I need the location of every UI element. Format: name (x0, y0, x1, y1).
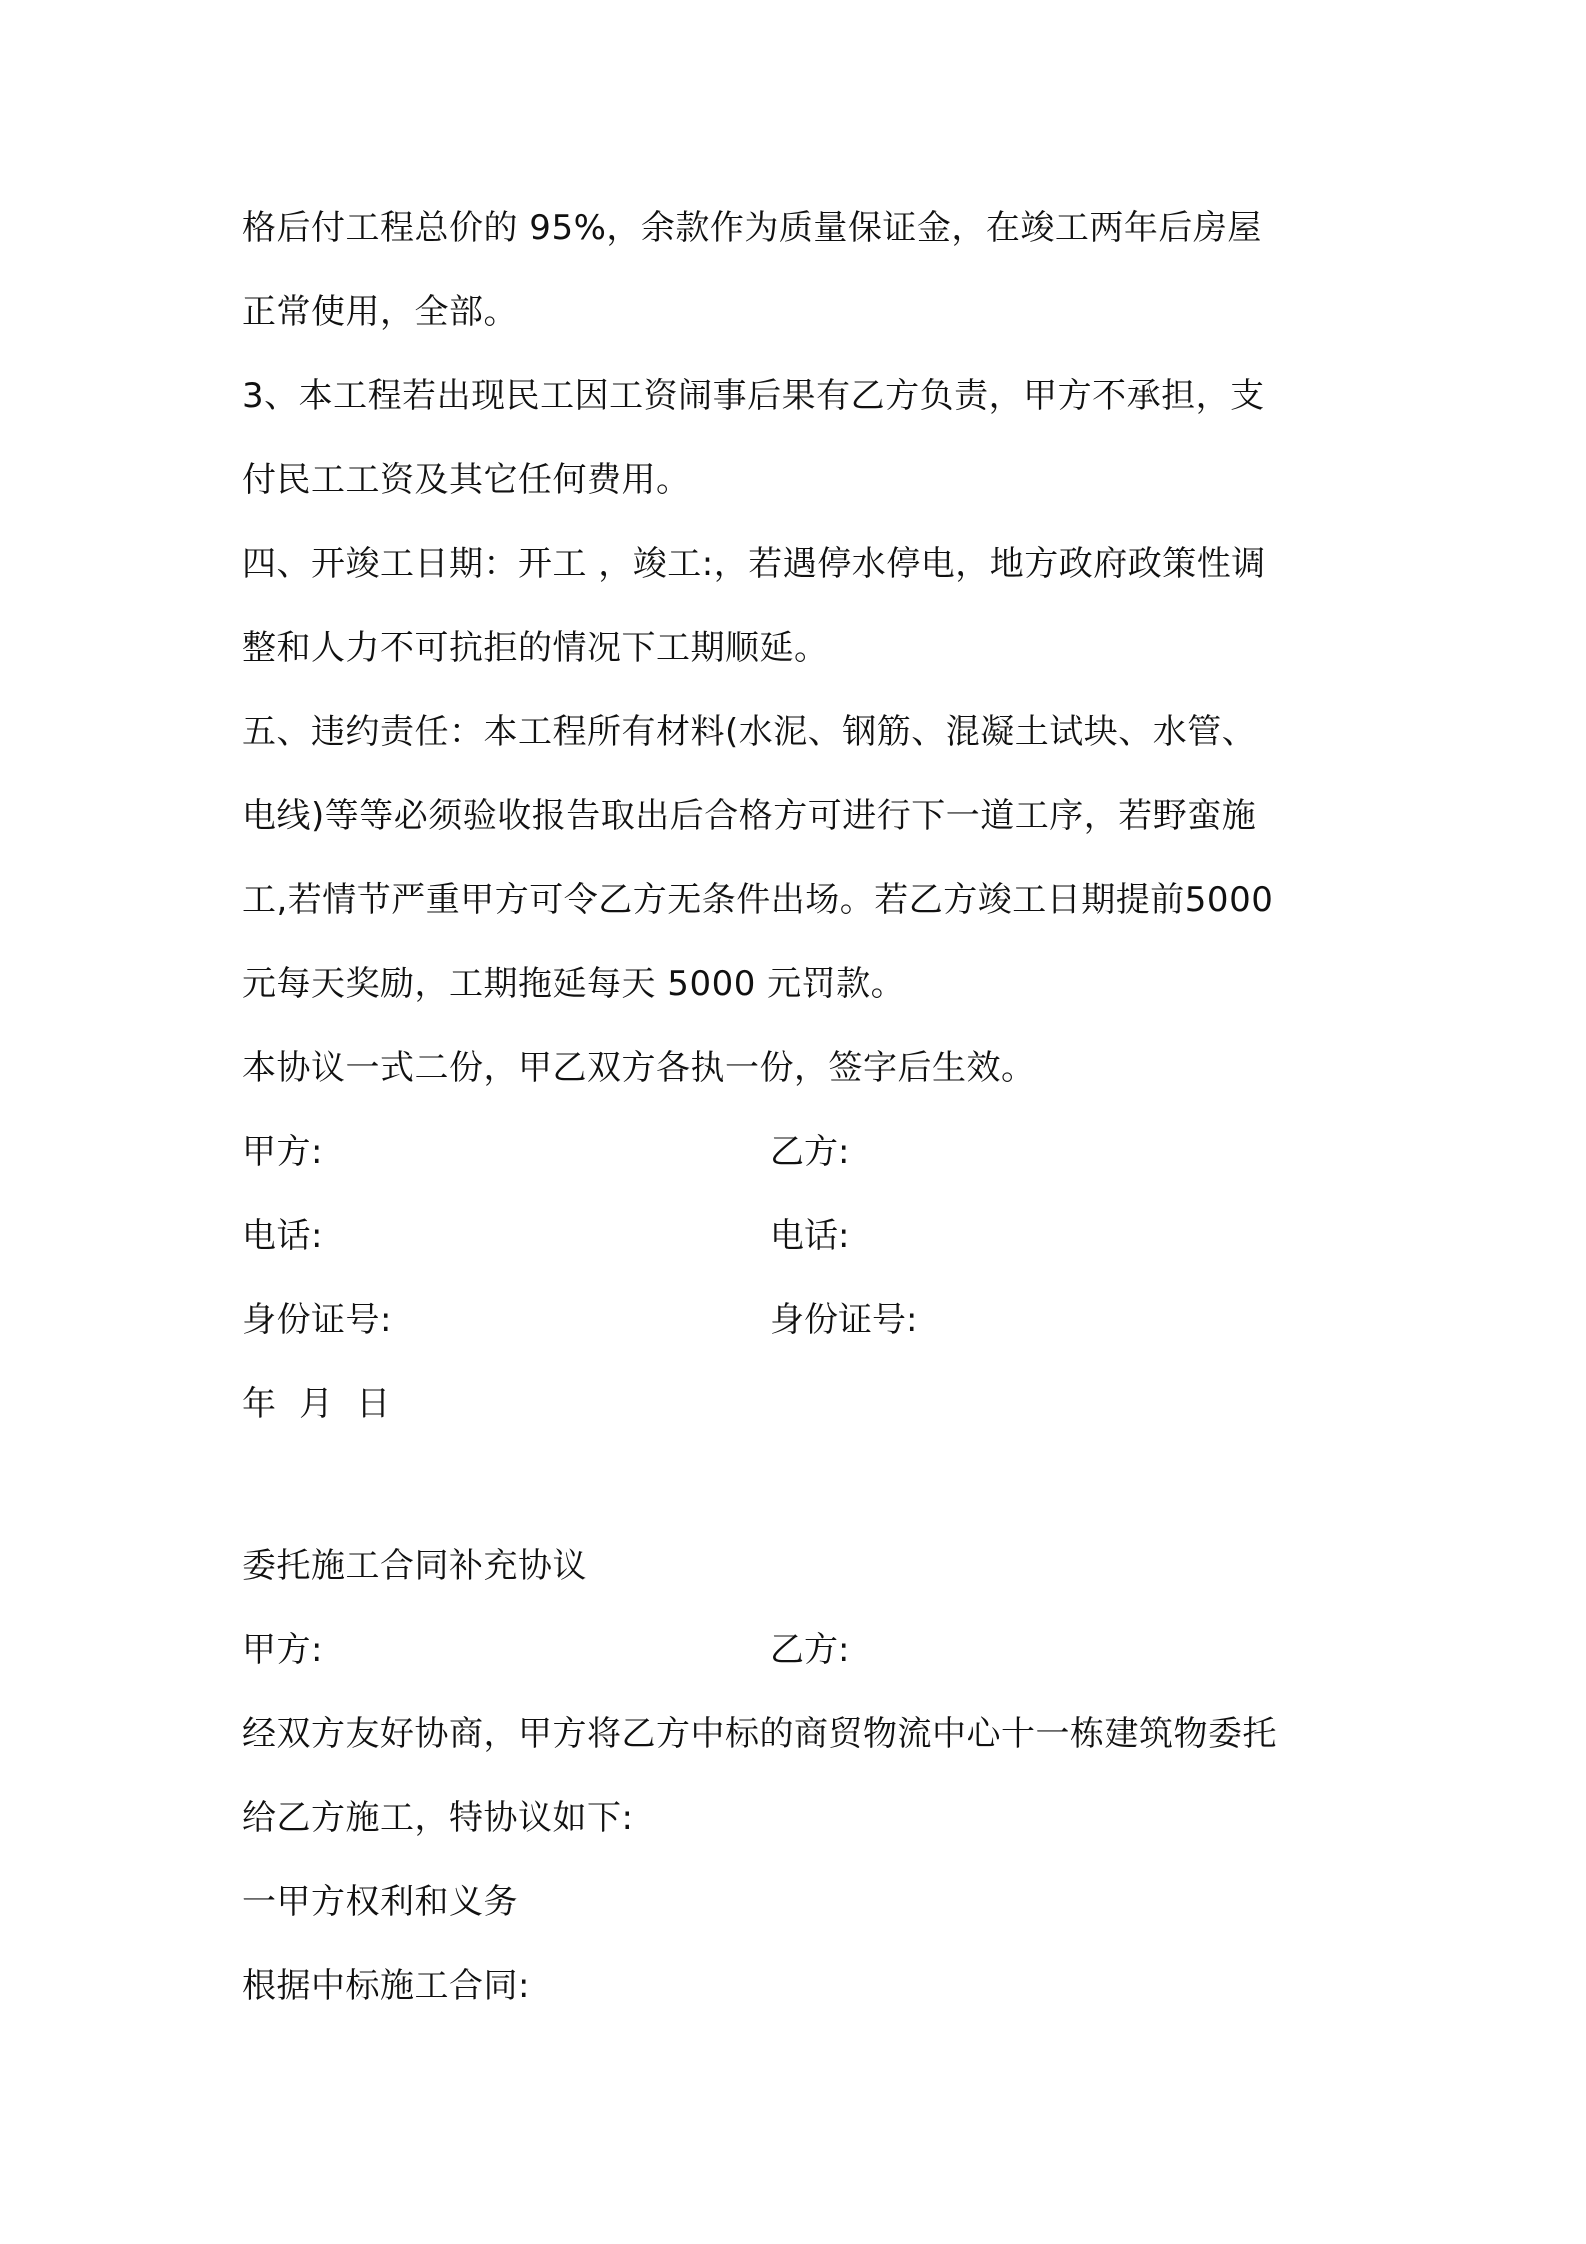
supplement-party-b-label: 乙方: (770, 1630, 850, 1670)
signature-phone-b-label: 电话: (770, 1216, 850, 1256)
clause-3-line-2: 付民工工资及其它任何费用。 (242, 460, 691, 500)
supplement-body-line-2: 给乙方施工，特协议如下: (242, 1798, 634, 1838)
clause-4-line-2: 整和人力不可抗拒的情况下工期顺延。 (242, 628, 829, 668)
signature-party-a-label: 甲方: (242, 1132, 323, 1172)
signature-phone-a-label: 电话: (242, 1216, 323, 1256)
signature-id-a-label: 身份证号: (242, 1300, 392, 1340)
supplement-party-a-label: 甲方: (242, 1630, 323, 1670)
clause-5-line-3: 工,若情节严重甲方可令乙方无条件出场。若乙方竣工日期提前5000 (242, 880, 1274, 920)
supplement-title: 委托施工合同补充协议 (242, 1546, 587, 1586)
agreement-copies-line: 本协议一式二份，甲乙双方各执一份，签字后生效。 (242, 1048, 1036, 1088)
signature-party-b-label: 乙方: (770, 1132, 850, 1172)
clause-5-line-4: 元每天奖励，工期拖延每天 5000 元罚款。 (242, 964, 906, 1004)
clause-4-line-1: 四、开竣工日期：开工 ，竣工:，若遇停水停电，地方政府政策性调 (242, 544, 1266, 584)
paragraph-line-2: 正常使用，全部。 (242, 292, 518, 332)
signature-date-label: 年 月 日 (242, 1384, 391, 1424)
clause-5-line-2: 电线)等等必须验收报告取出后合格方可进行下一道工序，若野蛮施 (242, 796, 1257, 836)
signature-id-b-label: 身份证号: (770, 1300, 918, 1340)
supplement-section-line: 根据中标施工合同: (242, 1966, 530, 2006)
supplement-body-line-1: 经双方友好协商，甲方将乙方中标的商贸物流中心十一栋建筑物委托 (242, 1714, 1277, 1754)
clause-3-line-1: 3、本工程若出现民工因工资闹事后果有乙方负责，甲方不承担，支 (242, 376, 1265, 416)
clause-5-line-1: 五、违约责任：本工程所有材料(水泥、钢筋、混凝土试块、水管、 (242, 712, 1257, 752)
supplement-section-title: 一甲方权利和义务 (242, 1882, 518, 1922)
paragraph-line-1: 格后付工程总价的 95%，余款作为质量保证金，在竣工两年后房屋 (242, 208, 1262, 248)
